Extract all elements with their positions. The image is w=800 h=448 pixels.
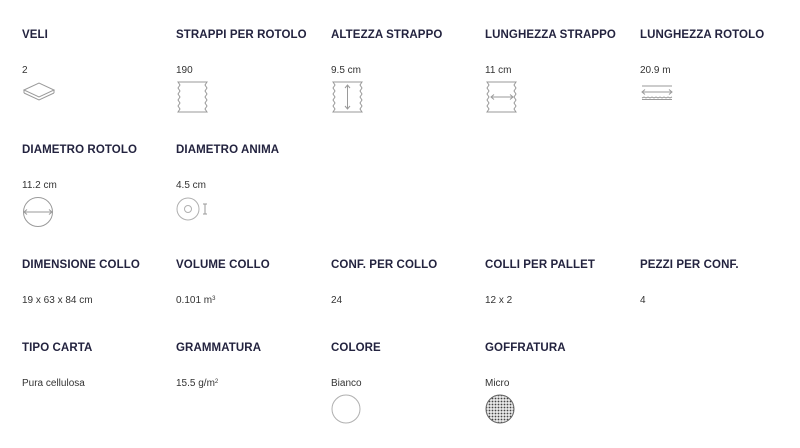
spec-pezzi-per-conf	[640, 258, 790, 307]
embossing-pattern-icon	[485, 394, 635, 426]
spec-value: Bianco	[331, 378, 362, 389]
spec-label: VELI	[22, 29, 48, 41]
spec-value: 9.5 cm	[331, 65, 362, 76]
spec-value: 20.9 m	[640, 65, 671, 76]
spec-label: PEZZI PER CONF.	[640, 259, 739, 271]
spec-lunghezza-rotolo	[640, 28, 790, 105]
color-swatch-icon	[331, 394, 481, 426]
spec-label: DIAMETRO ROTOLO	[22, 144, 138, 156]
layers-icon	[22, 81, 172, 103]
spec-label: LUNGHEZZA ROTOLO	[640, 29, 765, 41]
spec-label: DIMENSIONE COLLO	[22, 259, 140, 271]
spec-value-exponent: 3	[212, 296, 216, 302]
spec-value: 4	[640, 295, 646, 306]
roll-diameter-icon	[22, 196, 172, 228]
spec-label: ALTEZZA STRAPPO	[331, 29, 443, 41]
spec-value: 11.2 cm	[22, 180, 57, 191]
spec-lunghezza-strappo	[485, 28, 635, 113]
spec-grammatura	[176, 341, 326, 390]
spec-veli	[22, 28, 172, 103]
spec-goffratura	[485, 341, 635, 426]
spec-value: 4.5 cm	[176, 180, 207, 191]
spec-value	[176, 378, 326, 390]
spec-value: Pura cellulosa	[22, 378, 85, 389]
spec-label: DIAMETRO ANIMA	[176, 144, 280, 156]
spec-strappi-per-rotolo	[176, 28, 326, 113]
spec-value: 2	[22, 65, 28, 76]
spec-value: 19 x 63 x 84 cm	[22, 295, 93, 306]
sheet-icon	[176, 81, 326, 113]
spec-dimensione-collo	[22, 258, 172, 307]
spec-value: 11 cm	[485, 65, 512, 76]
spec-altezza-strappo	[331, 28, 481, 113]
roll-length-icon	[640, 81, 790, 105]
spec-label: GRAMMATURA	[176, 342, 262, 354]
spec-value: Micro	[485, 378, 510, 389]
spec-value: 190	[176, 65, 193, 76]
spec-label: VOLUME COLLO	[176, 259, 270, 271]
core-diameter-icon	[176, 196, 326, 222]
spec-value: 24	[331, 295, 343, 306]
sheet-length-icon	[485, 81, 635, 113]
spec-value-text: 15.5 g/m	[176, 378, 215, 389]
spec-value-exponent: 2	[214, 379, 219, 385]
spec-label: COLORE	[331, 342, 381, 354]
sheet-height-icon	[331, 81, 481, 113]
spec-value: 12 x 2	[485, 295, 513, 306]
spec-volume-collo	[176, 258, 326, 307]
spec-value	[176, 295, 326, 307]
spec-label: CONF. PER COLLO	[331, 259, 438, 271]
spec-label: STRAPPI PER ROTOLO	[176, 29, 307, 41]
spec-label: TIPO CARTA	[22, 342, 93, 354]
spec-value-text: 0.101 m	[176, 295, 213, 306]
spec-colli-per-pallet	[485, 258, 635, 307]
spec-diametro-rotolo	[22, 143, 172, 228]
spec-label: GOFFRATURA	[485, 342, 566, 354]
spec-diametro-anima	[176, 143, 326, 222]
spec-tipo-carta	[22, 341, 172, 390]
spec-conf-per-collo	[331, 258, 481, 307]
spec-colore	[331, 341, 481, 426]
spec-label: COLLI PER PALLET	[485, 259, 595, 271]
spec-label: LUNGHEZZA STRAPPO	[485, 29, 616, 41]
